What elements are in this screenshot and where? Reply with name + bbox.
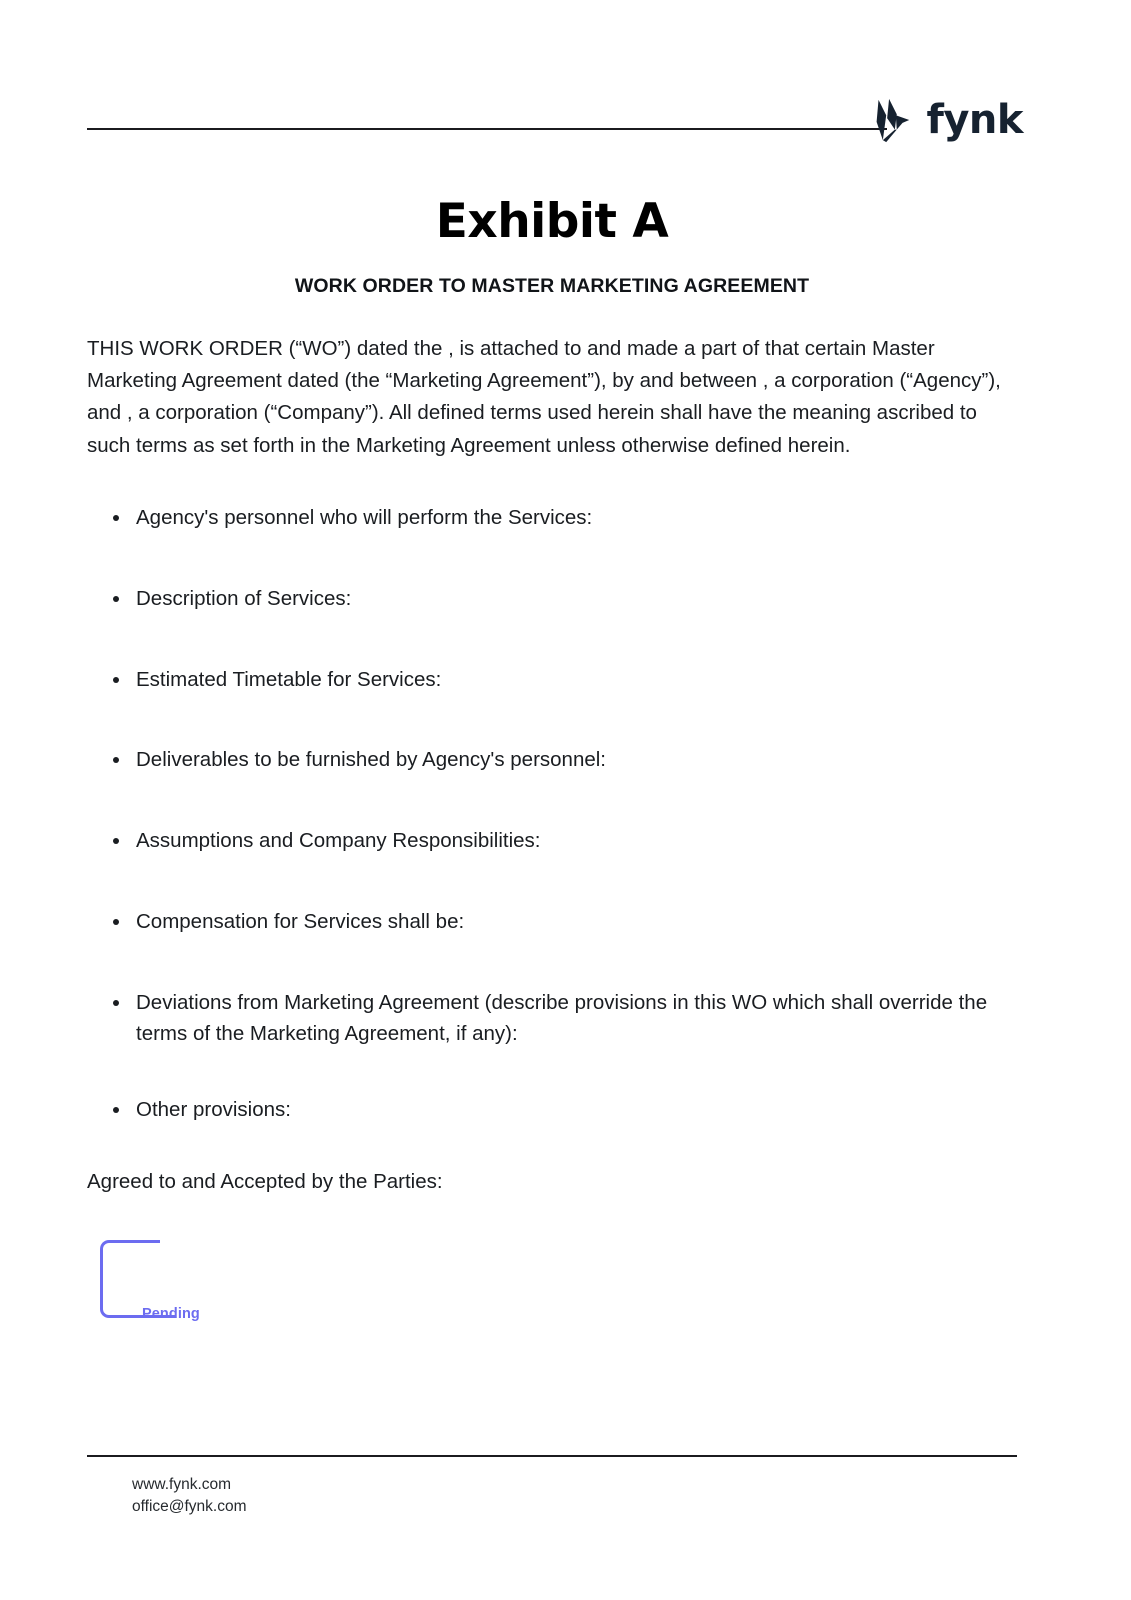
footer-contact xyxy=(87,1474,1017,1519)
intro-paragraph: THIS WORK ORDER (“WO”) dated the , is attached to and made a part of that certain Master Marketing Agreement dated (the “Marketing Agreement”), by and between , a corporation (“Agency”), and , a corporation (“Company”). All defined terms used herein shall have the meaning ascribed to such terms as set forth in the Marketing Agreement unless otherwise defined herein. xyxy=(87,336,1001,457)
status-badge: Pending xyxy=(142,1306,200,1322)
list-item: Compensation for Services shall be: xyxy=(105,906,1017,938)
document-body xyxy=(87,196,1017,1198)
work-order-item-list xyxy=(87,502,1017,1126)
list-item: Estimated Timetable for Services: xyxy=(105,664,1017,696)
list-item: Other provisions: xyxy=(105,1094,1017,1126)
list-item: Agency's personnel who will perform the Services: xyxy=(105,502,1017,534)
footer-email[interactable]: office@fynk.com xyxy=(132,1498,247,1516)
list-item: Deliverables to be furnished by Agency's personnel: xyxy=(105,744,1017,776)
brand-name: fynk xyxy=(926,97,1023,143)
list-item: Description of Services: xyxy=(105,583,1017,615)
origami-bird-icon xyxy=(867,96,915,144)
page-title: Exhibit A xyxy=(435,194,669,249)
list-item: Assumptions and Company Responsibilities: xyxy=(105,825,1017,857)
closing-line: Agreed to and Accepted by the Parties: xyxy=(87,1170,443,1194)
page-header xyxy=(0,96,1131,156)
list-item: Deviations from Marketing Agreement (describe provisions in this WO which shall override the terms of the Marketing Agreement, if any): xyxy=(105,987,1017,1051)
header-divider xyxy=(87,128,887,130)
page-subtitle: WORK ORDER TO MASTER MARKETING AGREEMENT xyxy=(294,274,810,297)
footer-website[interactable]: www.fynk.com xyxy=(132,1476,232,1493)
page-footer xyxy=(87,1455,1017,1519)
footer-divider xyxy=(87,1455,1017,1457)
signature-block[interactable] xyxy=(100,1240,420,1335)
brand-logo xyxy=(867,96,1023,144)
